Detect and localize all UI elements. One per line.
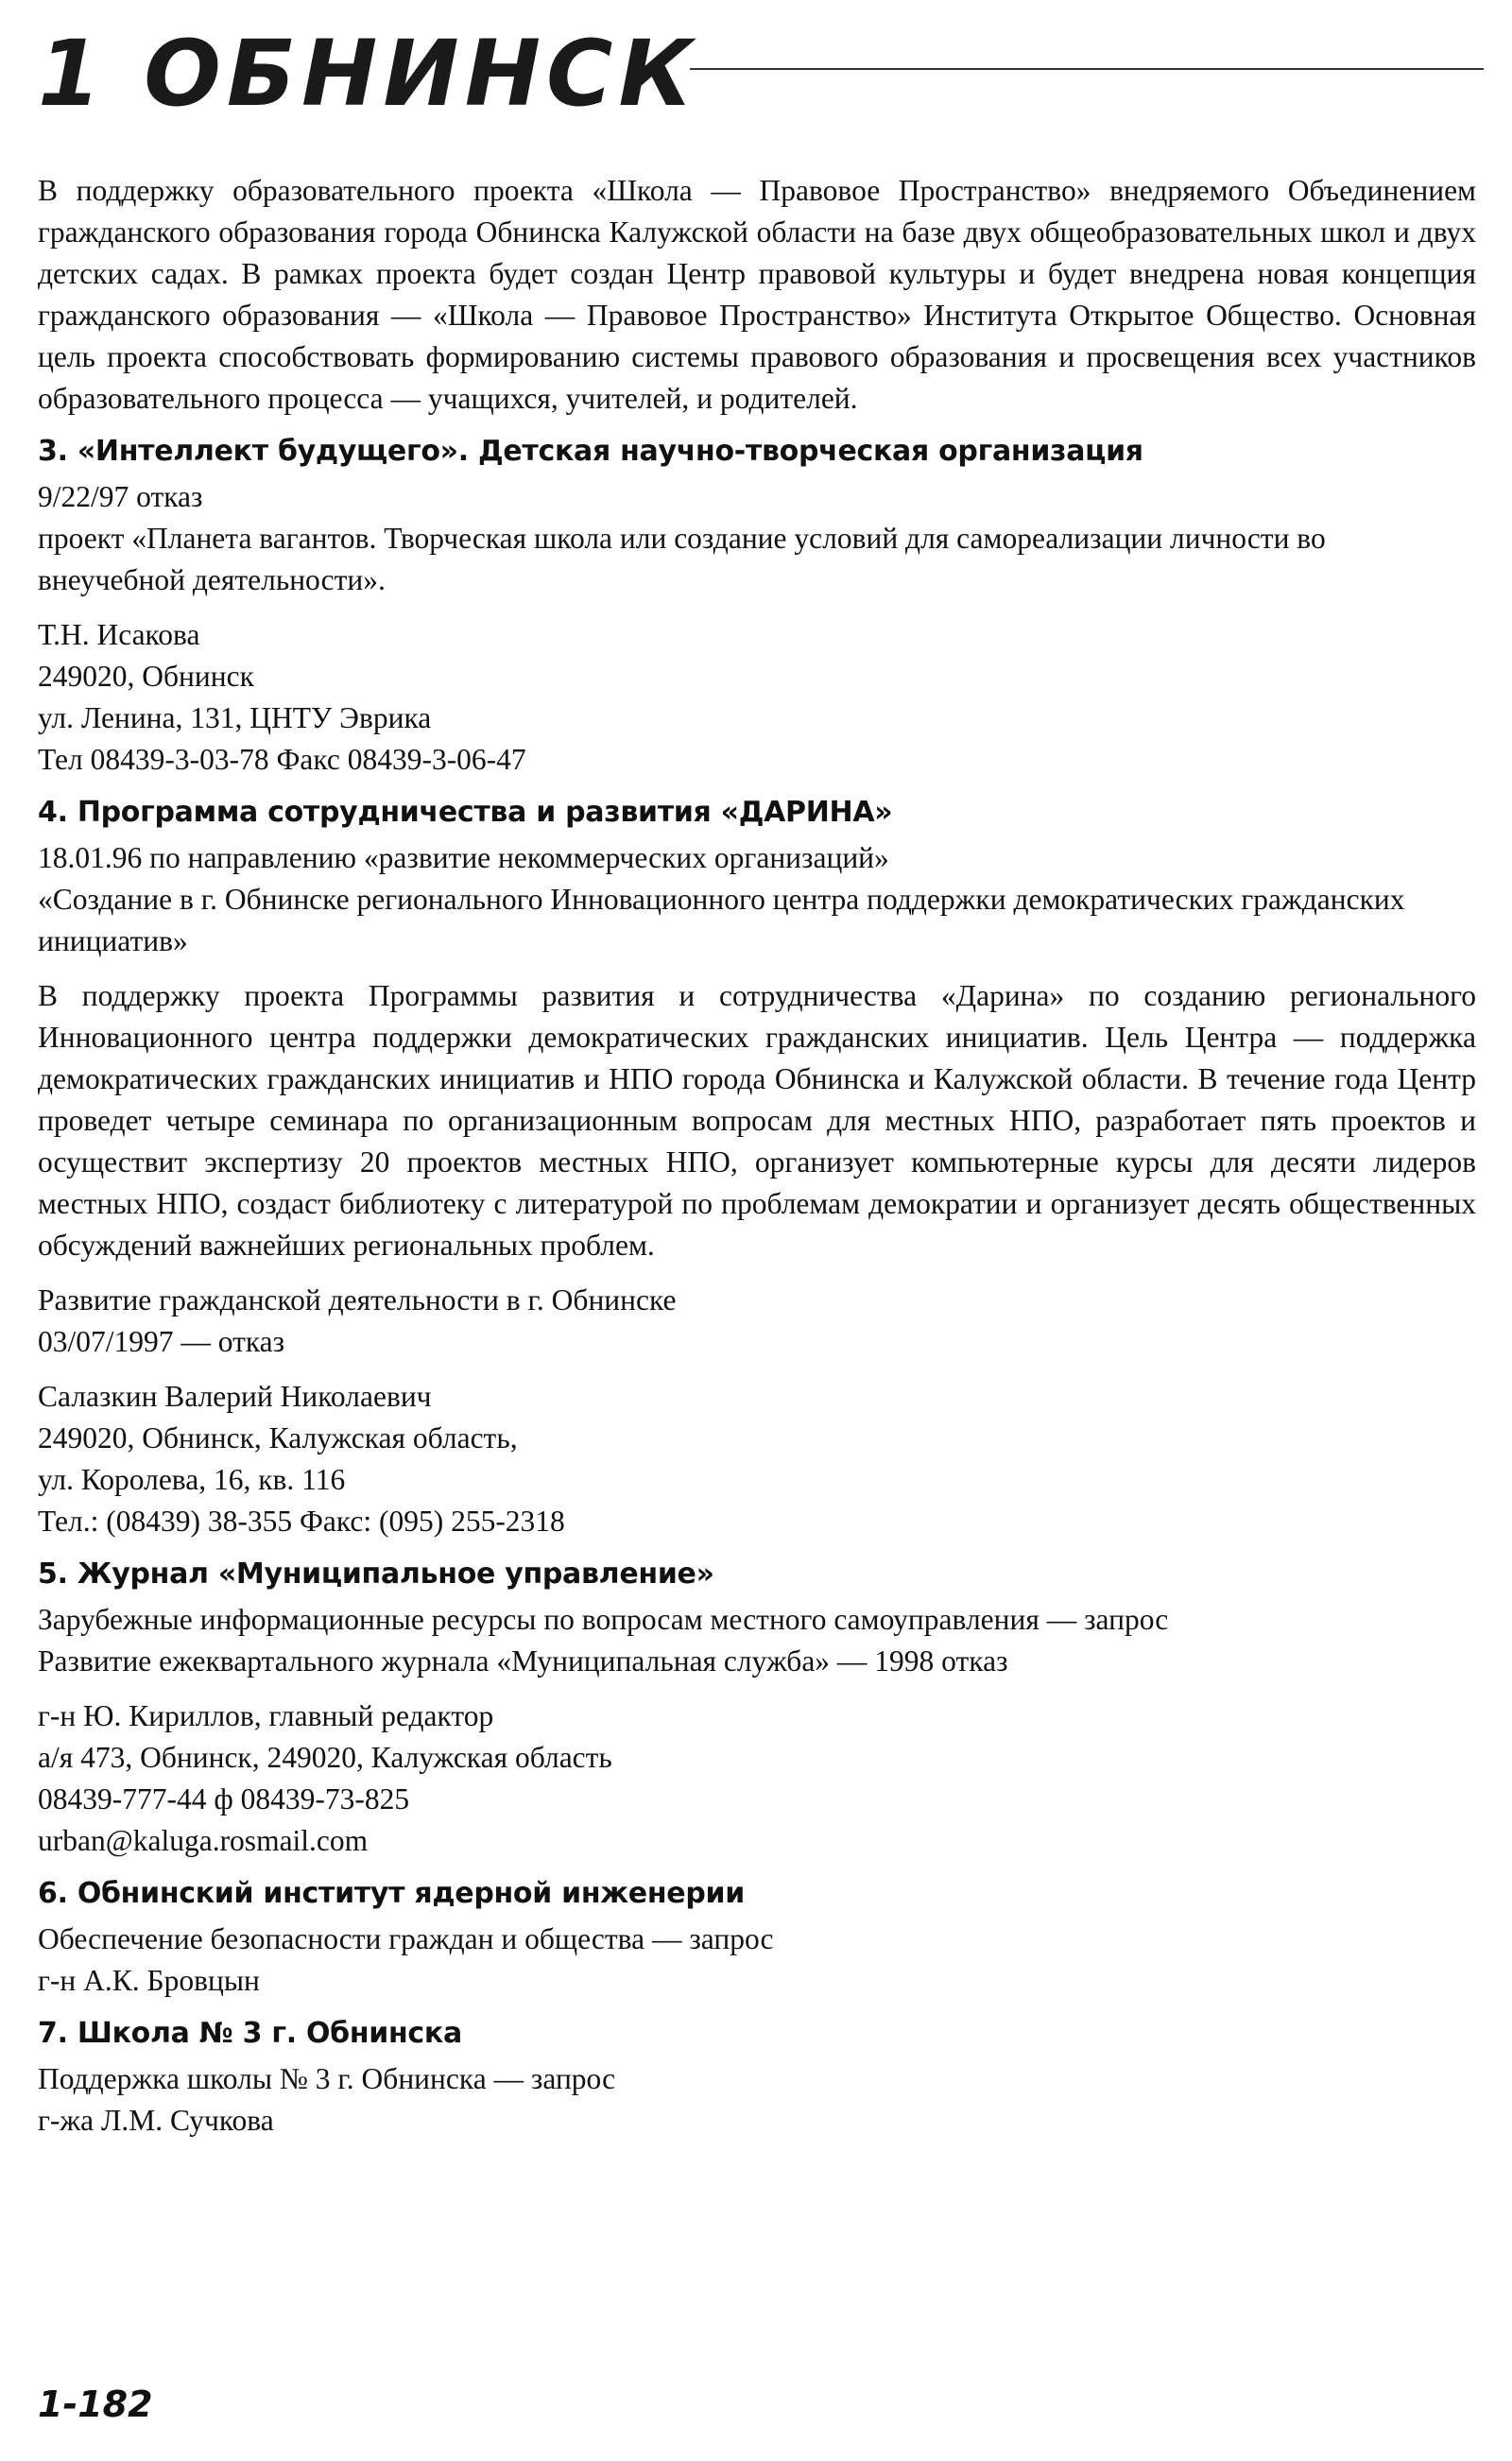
section-3-line: проект «Планета вагантов. Творческая школа или создание условий для самореализации личности во внеучебной деятельности». xyxy=(38,522,1326,596)
section-5-heading: 5. Журнал «Муниципальное управление» xyxy=(38,1557,714,1591)
contact-email: urban@kaluga.rosmail.com xyxy=(38,1824,369,1857)
contact-line: Т.Н. Исакова xyxy=(38,618,200,651)
section-7-line: Поддержка школы № 3 г. Обнинска — запрос xyxy=(38,2062,616,2095)
contact-line: а/я 473, Обнинск, 249020, Калужская область xyxy=(38,1741,612,1774)
contact-line: 249020, Обнинск xyxy=(38,660,254,693)
contact-line: ул. Ленина, 131, ЦНТУ Эврика xyxy=(38,701,432,734)
section-4-contact xyxy=(38,1376,1476,1542)
section-6-line: Обеспечение безопасности граждан и общества — запрос xyxy=(38,1922,774,1955)
document-body xyxy=(38,170,1476,2142)
contact-line: Тел.: (08439) 38-355 Факс: (095) 255-2318 xyxy=(38,1505,565,1538)
section-4-line: «Создание в г. Обнинске регионального Инновационного центра поддержки демократических гражданских инициатив» xyxy=(38,883,1405,957)
section-3-line: 9/22/97 отказ xyxy=(38,480,203,513)
intro-paragraph: В поддержку образовательного проекта «Школа — Правовое Пространство» внедряемого Объединением гражданского образования города Обнинска Калужской области на базе двух общеобразовательных школ и двух детских садах. В рамках проекта будет создан Центр правовой культуры и будет внедрена новая концепция гражданского образования — «Школа — Правовое Пространство» Института Открытое Общество. Основная цель проекта способствовать формированию системы правового образования и просвещения всех участников образовательного процесса — учащихся, учителей, и родителей. xyxy=(38,174,1476,415)
section-5-contact xyxy=(38,1695,1476,1862)
section-4-line: 18.01.96 по направлению «развитие некоммерческих организаций» xyxy=(38,841,889,874)
page-header xyxy=(38,21,1484,127)
header-rule xyxy=(690,68,1484,70)
section-4-heading: 4. Программа сотрудничества и развития «ДАРИНА» xyxy=(38,796,893,829)
contact-line: ул. Королева, 16, кв. 116 xyxy=(38,1463,346,1496)
section-3-heading: 3. «Интеллект будущего». Детская научно-творческая организация xyxy=(38,435,1143,468)
section-5-line: Зарубежные информационные ресурсы по вопросам местного самоуправления — запрос xyxy=(38,1603,1169,1636)
contact-line: 08439-777-44 ф 08439-73-825 xyxy=(38,1782,410,1816)
page-title: 1 ОБНИНСК xyxy=(38,21,698,127)
contact-line: г-н Ю. Кириллов, главный редактор xyxy=(38,1699,494,1732)
section-4-status xyxy=(38,1280,1476,1363)
page-number: 1-182 xyxy=(38,2384,153,2425)
contact-line: Салазкин Валерий Николаевич xyxy=(38,1380,432,1413)
contact-line: 249020, Обнинск, Калужская область, xyxy=(38,1421,518,1454)
section-4-line: Развитие гражданской деятельности в г. Обнинске xyxy=(38,1283,677,1317)
section-5-line: Развитие ежеквартального журнала «Муниципальная служба» — 1998 отказ xyxy=(38,1644,1008,1678)
section-6-line: г-н А.К. Бровцын xyxy=(38,1964,260,1997)
section-7-heading: 7. Школа № 3 г. Обнинска xyxy=(38,2017,462,2050)
section-7-line: г-жа Л.М. Сучкова xyxy=(38,2104,274,2137)
contact-line: Тел 08439-3-03-78 Факс 08439-3-06-47 xyxy=(38,743,526,776)
section-4-line: 03/07/1997 — отказ xyxy=(38,1325,285,1358)
section-4-paragraph: В поддержку проекта Программы развития и сотрудничества «Дарина» по созданию регионального Инновационного центра поддержки демократических гражданских инициатив. Цель Центра — поддержка демократических гражданских инициатив и НПО города Обнинска и Калужской области. В течение года Центр проведет четыре семинара по организационным вопросам для местных НПО, разработает пять проектов и осуществит экспертизу 20 проектов местных НПО, организует компьютерные курсы для десяти лидеров местных НПО, создаст библиотеку с литературой по проблемам демократии и организует десять общественных обсуждений важнейших региональных проблем. xyxy=(38,979,1476,1262)
section-6-heading: 6. Обнинский институт ядерной инженерии xyxy=(38,1877,745,1910)
section-3-contact xyxy=(38,614,1476,781)
